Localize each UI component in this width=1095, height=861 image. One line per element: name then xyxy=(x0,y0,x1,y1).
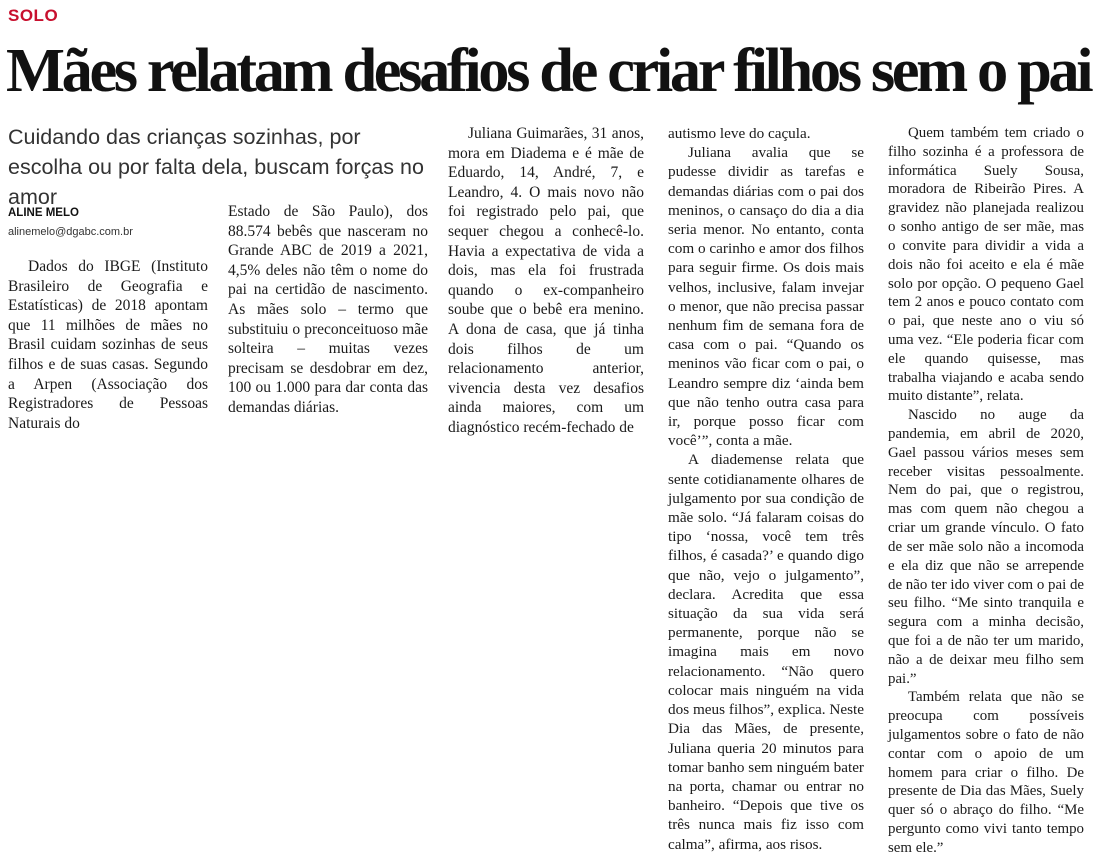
headline: Mães relatam desafios de criar filhos sem o pai xyxy=(6,35,1091,105)
paragraph: Quem também tem criado o filho sozinha é a professora de informática Suely Sousa, moradora de Ribeirão Pires. A gravidez não planejada realizou o sonho antigo de ser mãe, mas o convite para dividir a vida a dois não foi aceito e ela é mãe solo por opção. O pequeno Gael tem 2 anos e pouco contato com o pai, que neste ano o viu só uma vez. “Ele poderia ficar com ele quando quisesse, mas trabalha viajando e acaba sendo muito distante”, relata. xyxy=(888,125,1084,405)
paragraph: Também relata que não se preocupa com possíveis julgamentos sobre o fato de não contar com o apoio de um homem para criar o filho. De presente de Dia das Mães, Suely quer só o abraço do filho. “Me pergunto como vivi tanto tempo sem ele.” xyxy=(888,689,1084,856)
subheadline: Cuidando das crianças sozinhas, por escolha ou por falta dela, buscam forças no amor xyxy=(8,125,424,209)
paragraph: Dados do IBGE (Instituto Brasileiro de Geografia e Estatísticas) de 2018 apontam que 11 milhões de mães no Brasil cuidam sozinhas de seus filhos e de suas casas. Segundo a Arpen (Associação dos Registradores de Pessoas Naturais do xyxy=(8,258,208,432)
author-email[interactable]: alinemelo@dgabc.com.br xyxy=(8,226,133,238)
article-column-5 xyxy=(888,124,1084,858)
article-column-2 xyxy=(228,202,428,418)
paragraph: Estado de São Paulo), dos 88.574 bebês que nasceram no Grande ABC de 2019 a 2021, 4,5% deles não têm o nome do pai na certidão de nascimento. As mães solo – termo que substituiu o preconceituoso mãe solteira – muitas vezes precisam se desdobrar em dez, 100 ou 1.000 para dar conta das demandas diárias. xyxy=(228,203,428,416)
paragraph: autismo leve do caçula. xyxy=(668,125,811,142)
article-column-3 xyxy=(448,124,644,438)
section-label: SOLO xyxy=(8,6,59,25)
paragraph: Juliana avalia que se pudesse dividir as tarefas e demandas diárias com o pai dos meninos, o cansaço do dia a dia seria menor. No entanto, conta com o carinho e amor dos filhos para seguir firme. Os dois mais velhos, inclusive, falam invejar o menor, que não precisa passar nenhum fim de semana fora de casa com o pai. “Quando os meninos vão ficar com o pai, o Leandro sempre diz ‘ainda bem que não tenho outra casa para ir, porque posso ficar com você’”, conta a mãe. xyxy=(668,144,864,450)
byline xyxy=(8,206,133,239)
paragraph: Nascido no auge da pandemia, em abril de 2020, Gael passou vários meses sem receber visitas pessoalmente. Nem do pai, que o registrou, mas com quem não chegou a criar um grande vínculo. O fato de ser mãe solo não a incomoda e ela diz que não se arrepende de não ter ido viver com o pai de seu filho. “Me sinto tranquila e segura com a minha decisão, que foi a de não ter um marido, não a de deixar meu filho sem pai.” xyxy=(888,407,1084,687)
article-column-4 xyxy=(668,124,864,854)
author-name: ALINE MELO xyxy=(8,207,79,219)
paragraph: A diademense relata que sente cotidianamente olhares de julgamento por sua condição de mãe solo. “Já falaram coisas do tipo ‘nossa, você tem três filhos, é casada?’ e quando digo que não, vejo o julgamento”, declara. Acredita que essa situação da sua vida será permanente, porque não se imagina mais em novo relacionamento. “Não quero colocar mais ninguém na vida dos meus filhos”, explica. Neste Dia das Mães, de presente, Juliana queria 20 minutos para tomar banho sem ninguém bater na porta, chamar ou entrar no banheiro. “Depois que tive os três nunca mais fiz isso com calma”, afirma, aos risos. xyxy=(668,451,864,853)
article-column-1 xyxy=(8,257,208,433)
paragraph: Juliana Guimarães, 31 anos, mora em Diadema e é mãe de Eduardo, 14, André, 7, e Leandro, 4. O mais novo não foi registrado pelo pai, que sequer chegou a conhecê-lo. Havia a expectativa de vida a dois, mas ela foi frustrada quando o ex-companheiro soube que o bebê era menino. A dona de casa, que já tinha dois filhos de um relacionamento anterior, vivencia desta vez desafios ainda maiores, com um diagnóstico recém-fechado de xyxy=(448,125,644,436)
